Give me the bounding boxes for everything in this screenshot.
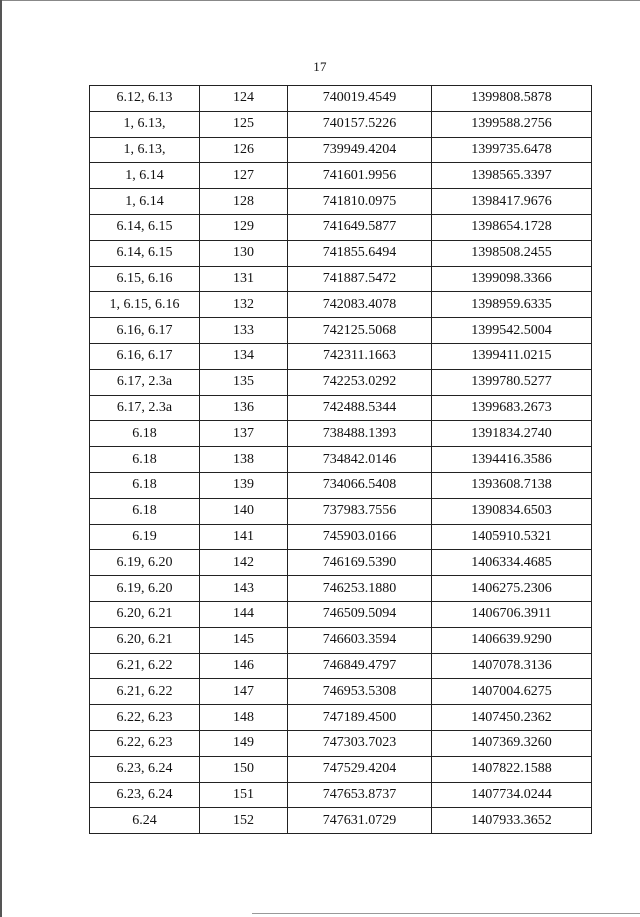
y-coordinate-cell: 1405910.5321 xyxy=(432,524,592,550)
table-row xyxy=(90,214,592,240)
point-number-cell: 141 xyxy=(200,524,288,550)
x-coordinate-cell: 747631.0729 xyxy=(288,808,432,834)
section-cell: 1, 6.14 xyxy=(90,189,200,215)
x-coordinate-cell: 747303.7023 xyxy=(288,730,432,756)
table-row xyxy=(90,498,592,524)
section-cell: 6.18 xyxy=(90,421,200,447)
x-coordinate-cell: 740019.4549 xyxy=(288,86,432,112)
table-row xyxy=(90,756,592,782)
table-row xyxy=(90,627,592,653)
point-number-cell: 152 xyxy=(200,808,288,834)
x-coordinate-cell: 746849.4797 xyxy=(288,653,432,679)
y-coordinate-cell: 1399411.0215 xyxy=(432,343,592,369)
point-number-cell: 135 xyxy=(200,369,288,395)
y-coordinate-cell: 1407450.2362 xyxy=(432,705,592,731)
section-cell: 6.17, 2.3a xyxy=(90,395,200,421)
y-coordinate-cell: 1407734.0244 xyxy=(432,782,592,808)
y-coordinate-cell: 1398959.6335 xyxy=(432,292,592,318)
point-number-cell: 130 xyxy=(200,240,288,266)
x-coordinate-cell: 741855.6494 xyxy=(288,240,432,266)
point-number-cell: 137 xyxy=(200,421,288,447)
section-cell: 6.17, 2.3a xyxy=(90,369,200,395)
x-coordinate-cell: 734842.0146 xyxy=(288,447,432,473)
y-coordinate-cell: 1399588.2756 xyxy=(432,111,592,137)
table-row xyxy=(90,447,592,473)
x-coordinate-cell: 746603.3594 xyxy=(288,627,432,653)
point-number-cell: 131 xyxy=(200,266,288,292)
point-number-cell: 144 xyxy=(200,601,288,627)
table-row xyxy=(90,550,592,576)
point-number-cell: 138 xyxy=(200,447,288,473)
section-cell: 6.24 xyxy=(90,808,200,834)
page-top-border xyxy=(0,0,640,1)
table-row xyxy=(90,395,592,421)
coordinates-table xyxy=(89,85,592,834)
point-number-cell: 142 xyxy=(200,550,288,576)
point-number-cell: 145 xyxy=(200,627,288,653)
table-row xyxy=(90,163,592,189)
point-number-cell: 126 xyxy=(200,137,288,163)
point-number-cell: 151 xyxy=(200,782,288,808)
table-row xyxy=(90,705,592,731)
y-coordinate-cell: 1407004.6275 xyxy=(432,679,592,705)
section-cell: 1, 6.13, xyxy=(90,137,200,163)
y-coordinate-cell: 1399780.5277 xyxy=(432,369,592,395)
x-coordinate-cell: 742311.1663 xyxy=(288,343,432,369)
page-number: 17 xyxy=(313,59,327,74)
table-row xyxy=(90,808,592,834)
y-coordinate-cell: 1406639.9290 xyxy=(432,627,592,653)
x-coordinate-cell: 746253.1880 xyxy=(288,576,432,602)
point-number-cell: 134 xyxy=(200,343,288,369)
x-coordinate-cell: 746169.5390 xyxy=(288,550,432,576)
x-coordinate-cell: 740157.5226 xyxy=(288,111,432,137)
point-number-cell: 132 xyxy=(200,292,288,318)
x-coordinate-cell: 739949.4204 xyxy=(288,137,432,163)
x-coordinate-cell: 734066.5408 xyxy=(288,472,432,498)
point-number-cell: 129 xyxy=(200,214,288,240)
y-coordinate-cell: 1406706.3911 xyxy=(432,601,592,627)
y-coordinate-cell: 1407933.3652 xyxy=(432,808,592,834)
point-number-cell: 140 xyxy=(200,498,288,524)
y-coordinate-cell: 1407369.3260 xyxy=(432,730,592,756)
x-coordinate-cell: 742083.4078 xyxy=(288,292,432,318)
table-row xyxy=(90,111,592,137)
point-number-cell: 128 xyxy=(200,189,288,215)
y-coordinate-cell: 1399098.3366 xyxy=(432,266,592,292)
x-coordinate-cell: 745903.0166 xyxy=(288,524,432,550)
section-cell: 6.12, 6.13 xyxy=(90,86,200,112)
section-cell: 6.14, 6.15 xyxy=(90,214,200,240)
table-row xyxy=(90,266,592,292)
section-cell: 1, 6.14 xyxy=(90,163,200,189)
section-cell: 6.22, 6.23 xyxy=(90,730,200,756)
point-number-cell: 139 xyxy=(200,472,288,498)
x-coordinate-cell: 746953.5308 xyxy=(288,679,432,705)
table-row xyxy=(90,137,592,163)
section-cell: 6.15, 6.16 xyxy=(90,266,200,292)
table-row xyxy=(90,782,592,808)
point-number-cell: 133 xyxy=(200,318,288,344)
bottom-scan-line xyxy=(252,913,640,914)
table-row xyxy=(90,601,592,627)
y-coordinate-cell: 1406275.2306 xyxy=(432,576,592,602)
table-row xyxy=(90,292,592,318)
y-coordinate-cell: 1398654.1728 xyxy=(432,214,592,240)
y-coordinate-cell: 1399683.2673 xyxy=(432,395,592,421)
point-number-cell: 149 xyxy=(200,730,288,756)
y-coordinate-cell: 1398417.9676 xyxy=(432,189,592,215)
table-row xyxy=(90,189,592,215)
table-row xyxy=(90,524,592,550)
x-coordinate-cell: 747189.4500 xyxy=(288,705,432,731)
y-coordinate-cell: 1407078.3136 xyxy=(432,653,592,679)
section-cell: 6.20, 6.21 xyxy=(90,627,200,653)
point-number-cell: 147 xyxy=(200,679,288,705)
table-row xyxy=(90,421,592,447)
table-row xyxy=(90,343,592,369)
x-coordinate-cell: 741601.9956 xyxy=(288,163,432,189)
y-coordinate-cell: 1398565.3397 xyxy=(432,163,592,189)
section-cell: 6.18 xyxy=(90,498,200,524)
x-coordinate-cell: 746509.5094 xyxy=(288,601,432,627)
table-row xyxy=(90,369,592,395)
x-coordinate-cell: 747653.8737 xyxy=(288,782,432,808)
table-row xyxy=(90,240,592,266)
x-coordinate-cell: 747529.4204 xyxy=(288,756,432,782)
x-coordinate-cell: 737983.7556 xyxy=(288,498,432,524)
x-coordinate-cell: 741810.0975 xyxy=(288,189,432,215)
y-coordinate-cell: 1399735.6478 xyxy=(432,137,592,163)
table-row xyxy=(90,576,592,602)
y-coordinate-cell: 1399808.5878 xyxy=(432,86,592,112)
point-number-cell: 143 xyxy=(200,576,288,602)
section-cell: 6.20, 6.21 xyxy=(90,601,200,627)
point-number-cell: 125 xyxy=(200,111,288,137)
point-number-cell: 136 xyxy=(200,395,288,421)
coordinates-table-body xyxy=(90,86,592,834)
section-cell: 6.23, 6.24 xyxy=(90,756,200,782)
x-coordinate-cell: 741649.5877 xyxy=(288,214,432,240)
y-coordinate-cell: 1394416.3586 xyxy=(432,447,592,473)
section-cell: 6.14, 6.15 xyxy=(90,240,200,266)
y-coordinate-cell: 1391834.2740 xyxy=(432,421,592,447)
table-row xyxy=(90,86,592,112)
section-cell: 6.22, 6.23 xyxy=(90,705,200,731)
y-coordinate-cell: 1399542.5004 xyxy=(432,318,592,344)
section-cell: 6.19, 6.20 xyxy=(90,550,200,576)
section-cell: 6.18 xyxy=(90,447,200,473)
section-cell: 6.19 xyxy=(90,524,200,550)
point-number-cell: 127 xyxy=(200,163,288,189)
y-coordinate-cell: 1390834.6503 xyxy=(432,498,592,524)
section-cell: 6.23, 6.24 xyxy=(90,782,200,808)
section-cell: 6.21, 6.22 xyxy=(90,653,200,679)
page-left-border xyxy=(0,0,2,917)
x-coordinate-cell: 742253.0292 xyxy=(288,369,432,395)
section-cell: 1, 6.13, xyxy=(90,111,200,137)
point-number-cell: 124 xyxy=(200,86,288,112)
section-cell: 6.16, 6.17 xyxy=(90,318,200,344)
section-cell: 6.18 xyxy=(90,472,200,498)
y-coordinate-cell: 1406334.4685 xyxy=(432,550,592,576)
table-row xyxy=(90,679,592,705)
section-cell: 1, 6.15, 6.16 xyxy=(90,292,200,318)
x-coordinate-cell: 741887.5472 xyxy=(288,266,432,292)
table-row xyxy=(90,653,592,679)
x-coordinate-cell: 742488.5344 xyxy=(288,395,432,421)
point-number-cell: 150 xyxy=(200,756,288,782)
section-cell: 6.19, 6.20 xyxy=(90,576,200,602)
y-coordinate-cell: 1398508.2455 xyxy=(432,240,592,266)
point-number-cell: 146 xyxy=(200,653,288,679)
point-number-cell: 148 xyxy=(200,705,288,731)
y-coordinate-cell: 1407822.1588 xyxy=(432,756,592,782)
table-row xyxy=(90,472,592,498)
x-coordinate-cell: 742125.5068 xyxy=(288,318,432,344)
table-row xyxy=(90,730,592,756)
y-coordinate-cell: 1393608.7138 xyxy=(432,472,592,498)
section-cell: 6.21, 6.22 xyxy=(90,679,200,705)
x-coordinate-cell: 738488.1393 xyxy=(288,421,432,447)
section-cell: 6.16, 6.17 xyxy=(90,343,200,369)
table-row xyxy=(90,318,592,344)
